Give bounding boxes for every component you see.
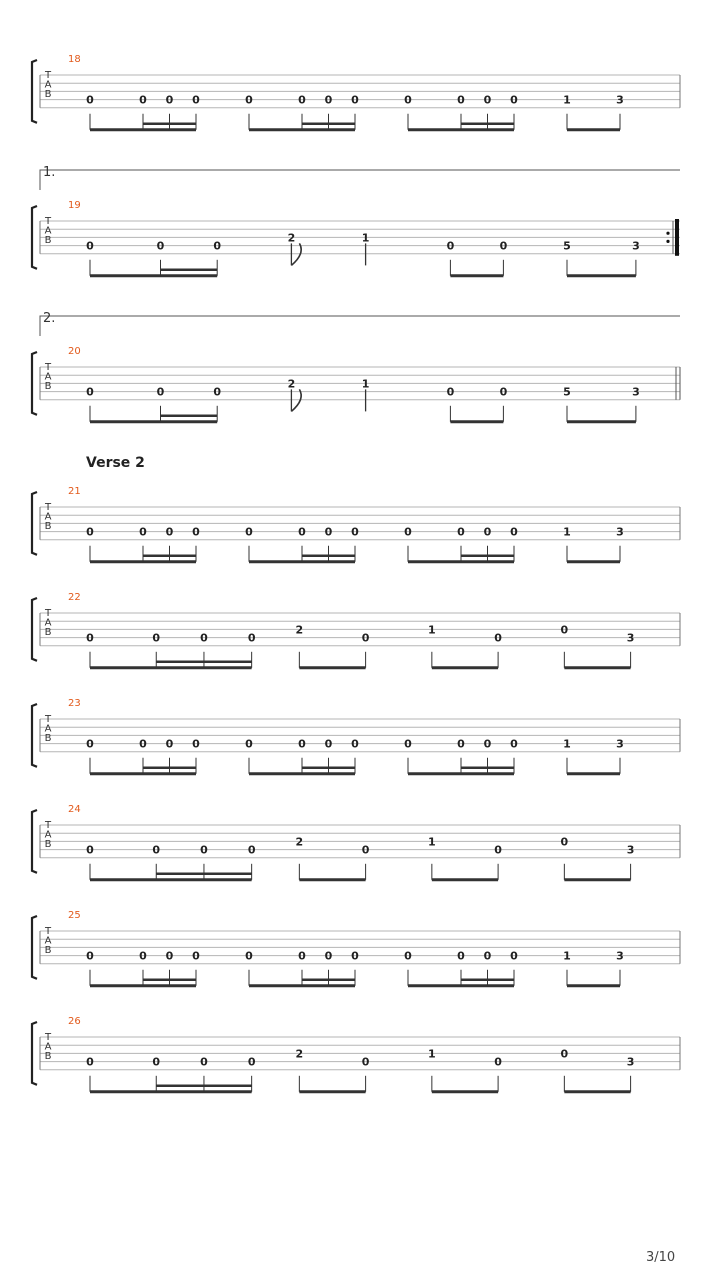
fret-number: 0 — [245, 737, 253, 751]
tab-clef-a: A — [44, 371, 52, 383]
tab-clef-b: B — [44, 945, 52, 956]
fret-number: 0 — [483, 525, 492, 539]
fret-number: 3 — [632, 239, 640, 253]
fret-number: 0 — [494, 631, 502, 645]
system-bracket — [32, 492, 37, 555]
tab-system-19 — [32, 165, 680, 276]
fret-number: 1 — [563, 737, 571, 751]
fret-number: 0 — [351, 737, 359, 751]
fret-number: 0 — [499, 385, 508, 399]
fret-number: 0 — [404, 93, 412, 107]
volta-label: 1. — [43, 165, 56, 180]
fret-number: 0 — [510, 737, 518, 751]
system-bracket — [32, 60, 37, 123]
fret-number: 1 — [428, 623, 436, 637]
fret-number: 0 — [139, 737, 147, 751]
fret-number: 0 — [86, 93, 94, 107]
fret-number: 2 — [295, 1047, 304, 1061]
fret-number: 1 — [428, 1047, 436, 1061]
fret-number: 0 — [200, 843, 208, 857]
note-flag — [291, 389, 301, 411]
fret-number: 0 — [446, 385, 455, 399]
fret-number: 1 — [361, 377, 370, 391]
fret-number: 0 — [192, 525, 200, 539]
tab-system-22 — [32, 592, 680, 668]
tab-clef-t: T — [44, 608, 52, 619]
fret-number: 3 — [616, 93, 624, 107]
fret-number: 0 — [351, 949, 359, 963]
measure-number: 19 — [68, 200, 81, 211]
tab-clef-a: A — [44, 511, 52, 523]
tab-clef-b: B — [44, 235, 52, 246]
tab-system-24 — [32, 804, 680, 880]
system-bracket — [32, 352, 37, 415]
volta-bracket — [40, 170, 680, 190]
measure-number: 24 — [68, 804, 81, 815]
fret-number: 0 — [200, 631, 208, 645]
fret-number: 0 — [165, 949, 174, 963]
fret-number: 0 — [298, 949, 306, 963]
fret-number: 0 — [86, 1055, 94, 1069]
measure-number: 26 — [68, 1016, 81, 1027]
volta-label: 2. — [43, 311, 56, 326]
system-bracket — [32, 810, 37, 873]
system-bracket — [32, 598, 37, 661]
fret-number: 0 — [86, 631, 94, 645]
system-bracket — [32, 916, 37, 979]
fret-number: 0 — [404, 525, 412, 539]
fret-number: 3 — [626, 1055, 635, 1069]
tab-clef-t: T — [44, 70, 52, 81]
measure-number: 20 — [68, 346, 81, 357]
fret-number: 0 — [483, 737, 492, 751]
fret-number: 0 — [200, 1055, 208, 1069]
fret-number: 0 — [139, 949, 147, 963]
fret-number: 3 — [616, 737, 624, 751]
fret-number: 0 — [361, 1055, 370, 1069]
tab-system-21 — [32, 455, 680, 562]
fret-number: 0 — [298, 737, 306, 751]
fret-number: 0 — [139, 93, 147, 107]
fret-number: 0 — [245, 525, 253, 539]
fret-number: 0 — [510, 525, 518, 539]
fret-number: 0 — [560, 1047, 569, 1061]
tab-clef-t: T — [44, 926, 52, 937]
fret-number: 0 — [457, 93, 465, 107]
tab-clef-t: T — [44, 820, 52, 831]
fret-number: 0 — [404, 949, 412, 963]
fret-number: 1 — [563, 525, 571, 539]
fret-number: 0 — [139, 525, 147, 539]
fret-number: 0 — [324, 737, 333, 751]
system-bracket — [32, 704, 37, 767]
fret-number: 0 — [351, 525, 359, 539]
fret-number: 0 — [86, 843, 94, 857]
repeat-dot — [666, 232, 669, 235]
fret-number: 0 — [165, 737, 174, 751]
fret-number: 0 — [165, 525, 174, 539]
fret-number: 3 — [626, 631, 635, 645]
fret-number: 0 — [156, 239, 165, 253]
measure-number: 23 — [68, 698, 81, 709]
fret-number: 0 — [213, 385, 222, 399]
fret-number: 0 — [152, 843, 161, 857]
tab-clef-t: T — [44, 502, 52, 513]
page-number: 3/10 — [646, 1250, 676, 1265]
fret-number: 0 — [510, 949, 518, 963]
fret-number: 0 — [86, 949, 94, 963]
fret-number: 0 — [152, 631, 161, 645]
fret-number: 0 — [483, 93, 492, 107]
fret-number: 1 — [563, 949, 571, 963]
fret-number: 0 — [247, 631, 256, 645]
system-bracket — [32, 206, 37, 269]
fret-number: 0 — [86, 525, 94, 539]
tab-clef-t: T — [44, 216, 52, 227]
fret-number: 3 — [626, 843, 635, 857]
tab-clef-a: A — [44, 79, 52, 91]
tab-clef-t: T — [44, 1032, 52, 1043]
fret-number: 2 — [295, 623, 304, 637]
fret-number: 0 — [298, 525, 306, 539]
tab-clef-t: T — [44, 714, 52, 725]
measure-number: 21 — [68, 486, 81, 497]
fret-number: 0 — [324, 93, 333, 107]
fret-number: 0 — [560, 835, 569, 849]
fret-number: 0 — [156, 385, 165, 399]
tab-system-23 — [32, 698, 680, 774]
fret-number: 1 — [361, 231, 370, 245]
tab-clef-a: A — [44, 829, 52, 841]
fret-number: 3 — [632, 385, 640, 399]
fret-number: 0 — [494, 1055, 502, 1069]
tab-system-25 — [32, 910, 680, 986]
fret-number: 0 — [298, 93, 306, 107]
fret-number: 0 — [165, 93, 174, 107]
fret-number: 0 — [213, 239, 222, 253]
fret-number: 2 — [287, 231, 296, 245]
fret-number: 0 — [560, 623, 569, 637]
note-flag — [291, 243, 301, 265]
fret-number: 0 — [324, 525, 333, 539]
fret-number: 0 — [483, 949, 492, 963]
fret-number: 0 — [86, 239, 94, 253]
tab-clef-a: A — [44, 617, 52, 629]
volta-bracket — [40, 316, 680, 336]
fret-number: 5 — [563, 239, 571, 253]
tab-clef-a: A — [44, 1041, 52, 1053]
fret-number: 0 — [247, 843, 256, 857]
fret-number: 0 — [245, 949, 253, 963]
fret-number: 0 — [457, 525, 465, 539]
fret-number: 0 — [499, 239, 508, 253]
tab-system-26 — [32, 1016, 680, 1092]
tab-clef-b: B — [44, 839, 52, 850]
tab-clef-t: T — [44, 362, 52, 373]
fret-number: 3 — [616, 525, 624, 539]
fret-number: 0 — [457, 949, 465, 963]
tab-system-20 — [32, 311, 680, 422]
fret-number: 0 — [457, 737, 465, 751]
fret-number: 0 — [361, 631, 370, 645]
measure-number: 22 — [68, 592, 81, 603]
tab-clef-a: A — [44, 723, 52, 735]
fret-number: 0 — [404, 737, 412, 751]
fret-number: 0 — [86, 385, 94, 399]
tab-clef-b: B — [44, 1051, 52, 1062]
fret-number: 0 — [192, 949, 200, 963]
fret-number: 0 — [494, 843, 502, 857]
fret-number: 0 — [192, 737, 200, 751]
fret-number: 2 — [295, 835, 304, 849]
tab-clef-b: B — [44, 733, 52, 744]
fret-number: 0 — [351, 93, 359, 107]
fret-number: 5 — [563, 385, 571, 399]
fret-number: 0 — [510, 93, 518, 107]
fret-number: 0 — [192, 93, 200, 107]
tab-clef-b: B — [44, 521, 52, 532]
tab-system-18 — [32, 54, 680, 130]
tab-clef-b: B — [44, 627, 52, 638]
fret-number: 3 — [616, 949, 624, 963]
tab-clef-b: B — [44, 89, 52, 100]
fret-number: 0 — [446, 239, 455, 253]
fret-number: 1 — [428, 835, 436, 849]
fret-number: 1 — [563, 93, 571, 107]
fret-number: 0 — [152, 1055, 161, 1069]
fret-number: 0 — [245, 93, 253, 107]
measure-number: 18 — [68, 54, 81, 65]
section-label: Verse 2 — [86, 455, 145, 471]
tab-clef-b: B — [44, 381, 52, 392]
tab-clef-a: A — [44, 935, 52, 947]
tab-clef-a: A — [44, 225, 52, 237]
fret-number: 0 — [361, 843, 370, 857]
fret-number: 0 — [86, 737, 94, 751]
system-bracket — [32, 1022, 37, 1085]
measure-number: 25 — [68, 910, 81, 921]
fret-number: 0 — [324, 949, 333, 963]
fret-number: 0 — [247, 1055, 256, 1069]
repeat-dot — [666, 240, 669, 243]
fret-number: 2 — [287, 377, 296, 391]
